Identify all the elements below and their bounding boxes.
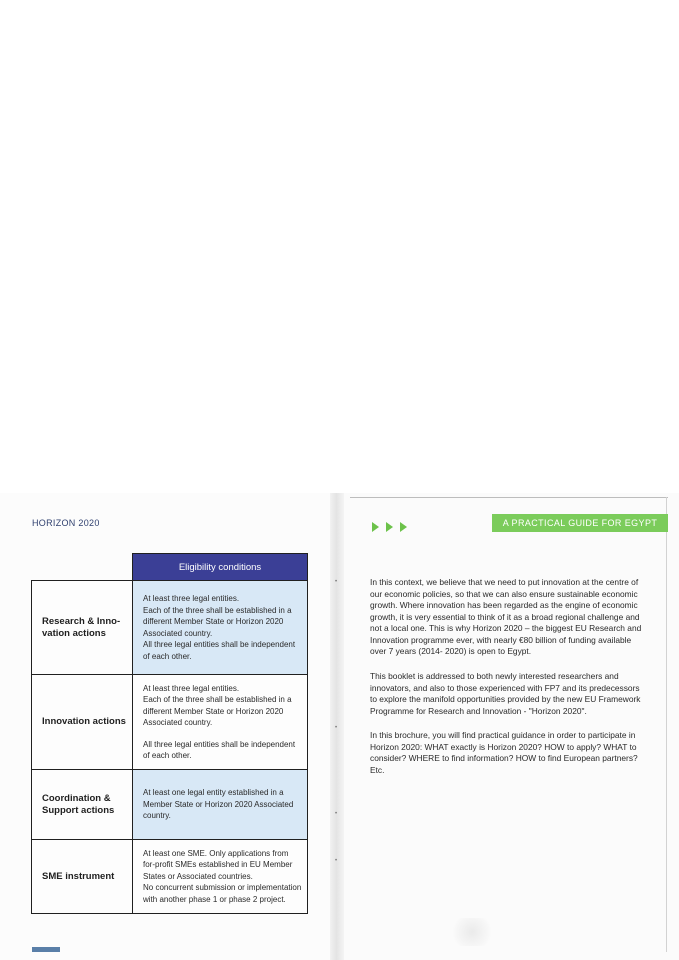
action-type-cell: Innovation actions [32, 675, 133, 770]
page-top-edge [350, 497, 668, 498]
binding-mark: • [335, 725, 338, 731]
table-row [32, 675, 308, 770]
conditions-cell [133, 581, 308, 675]
conditions-cell [133, 840, 308, 914]
condition-line: At least three legal entities. [143, 594, 240, 603]
condition-line: At least three legal entities. [143, 683, 240, 693]
table-row [32, 840, 308, 914]
action-type-cell: SME instrument [32, 840, 133, 914]
binding-mark: • [335, 858, 338, 864]
booklet-spread [0, 493, 679, 960]
table-row [32, 770, 308, 840]
condition-line: At least one SME. Only applications from for-profit SMEs established in EU Member States or Associated countries. [143, 848, 293, 881]
triangle-arrow-icon [386, 522, 393, 532]
binding-mark: • [335, 811, 338, 817]
scan-smudge [448, 918, 496, 946]
binding-mark: • [335, 579, 338, 585]
condition-line: Each of the three shall be established in a different Member State or Horizon 2020 Associated country. [143, 695, 292, 727]
conditions-cell [133, 770, 308, 840]
table-corner [32, 554, 133, 581]
condition-line: Each of the three shall be established in a different Member State or Horizon 2020 Associated country. [143, 605, 292, 638]
page-tab-marker [32, 947, 60, 952]
table-row [32, 581, 308, 675]
triangle-arrow-icon [372, 522, 379, 532]
conditions-cell [133, 675, 308, 770]
page-header: HORIZON 2020 [32, 518, 100, 528]
table-heading: Eligibility conditions [133, 554, 308, 581]
condition-line: No concurrent submission or implementation with another phase 1 or phase 2 project. [143, 883, 302, 904]
triangle-arrow-icon [400, 522, 407, 532]
condition-line: All three legal entities shall be independent of each other. [143, 640, 296, 661]
eligibility-table [31, 553, 308, 914]
arrow-decoration [372, 519, 414, 531]
action-type-cell: Coordination & Support actions [32, 770, 133, 840]
body-paragraph: This booklet is addressed to both newly interested researchers and innovators, and also to those experienced with FP7 and its predecessors to explore the manifold opportunities provided by the new EU Framework Programme for Research and Innovation - "Horizon 2020". [370, 671, 641, 716]
guide-title-banner: A PRACTICAL GUIDE FOR EGYPT [492, 514, 668, 532]
action-type-cell: Research & Inno-vation actions [32, 581, 133, 675]
left-page [0, 493, 336, 960]
condition-line: At least one legal entity established in a Member State or Horizon 2020 Associated country. [143, 788, 294, 821]
spacer [143, 729, 302, 739]
body-paragraph: In this context, we believe that we need to put innovation at the centre of our economic policies, so that we can also ensure sustainable economic growth. Where innovation has been regarded as the engine of economic growth, it is very essential to think of it as a broad regional challenge and not a local one. This is why Horizon 2020 – the biggest EU Research and Innovation programme ever, with nearly €80 billion of funding available over 7 years (2014- 2020) is open to Egypt. [370, 577, 642, 656]
body-paragraph: In this brochure, you will find practical guidance in order to participate in Horizon 2020: WHAT exactly is Horizon 2020? HOW to apply? WHAT to consider? WHERE to find information? HOW to find European partners? Etc. [370, 730, 638, 775]
condition-line: All three legal entities shall be independent of each other. [143, 739, 296, 760]
page-right-edge [666, 497, 667, 952]
book-gutter [330, 493, 344, 960]
